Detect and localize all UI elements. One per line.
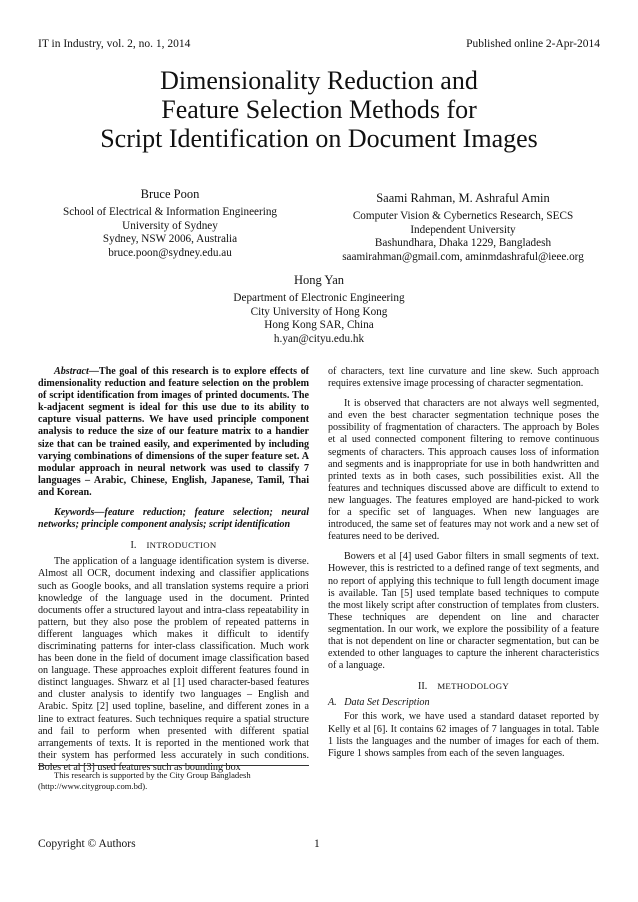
keywords [38, 507, 309, 531]
copyright: Copyright © Authors [38, 838, 136, 850]
section-number: II. [417, 681, 428, 693]
author-affiliation: Sydney, NSW 2006, Australia [102, 233, 238, 245]
footnote [38, 770, 309, 792]
section-heading-methodology [328, 680, 599, 693]
keywords-text: —feature reduction; feature selection; neural networks; principle component analysis; script identification [38, 507, 309, 531]
footnote-line: This research is supported by the City Group Bangladesh [54, 770, 251, 780]
paragraph: It is observed that characters are not always well segmented, and even the best character segmentation technique poses the possibility of fragmentation of characters. The approach by Boles et al used connected component filtering to remove continuous segments of characters. This approach causes loss of information and segments and is inappropriate for use in both handwritten and printed texts as in both cases, such possibilities exist. All the features and techniques discussed above are difficult to extend to new languages. The features employed are hand-picked to work for a specific set of languages. When new languages are introduced, the same set of features may not work and a new set of features need to be derived. [328, 398, 599, 543]
author-email: bruce.poon@sydney.edu.au [108, 246, 232, 259]
section-title: INTRODUCTION [146, 540, 217, 551]
author-affiliation: Hong Kong SAR, China [264, 319, 374, 331]
author-block-1 [40, 186, 300, 260]
paragraph: of characters, text line curvature and line skew. Such approach requires extensive image processing of character segmentation. [328, 366, 599, 390]
right-column [328, 366, 599, 760]
section-number: I. [130, 540, 137, 552]
left-column [38, 366, 309, 774]
paper-title [0, 66, 638, 153]
journal-header: IT in Industry, vol. 2, no. 1, 2014 [38, 38, 191, 50]
author-name: Hong Yan [293, 273, 344, 287]
footnote-rule [38, 765, 309, 766]
author-name: Bruce Poon [140, 187, 200, 201]
author-affiliation: Independent University [410, 223, 516, 236]
keywords-label: Keywords [54, 507, 95, 519]
page-number: 1 [314, 838, 320, 850]
author-email: h.yan@cityu.edu.hk [273, 332, 365, 345]
author-block-2 [318, 190, 608, 264]
abstract [38, 366, 309, 499]
published-date: Published online 2-Apr-2014 [466, 38, 600, 50]
title-line: Script Identification on Document Images [100, 124, 538, 153]
footnote-line: (http://www.citygroup.com.bd). [38, 781, 148, 791]
abstract-label: Abstract [54, 366, 89, 377]
author-affiliation: School of Electrical & Information Engineering [62, 206, 278, 218]
section-heading-introduction [38, 539, 309, 552]
paragraph: The application of a language identification system is diverse. Almost all OCR, document indexing and classifier applications such as Google books, and all translation systems require a priori knowledge of the language used in the document. Printed documents offer a structured layout and intra-class repeatability in pattern, but they also pose the problem of repeated patterns in different languages which makes it difficult to identify discriminating patterns for inter-class classification. Much work has been done in the field of document image classification based on language. These approaches exploit different features found in distinct languages. Shwarz et al [1] used character-based features and cluster analysis to identify two languages – English and Arabic. Spitz [2] used topline, baseline, and different zones in a line to extract features. Such techniques require a spatial structure and fail to perform when presented with different spatial arrangements of texts. It is reported in the mentioned work that their system has performed less accurately in such conditions. Boles et al [3] used features such as bounding box [38, 556, 309, 773]
author-affiliation: Bashundhara, Dhaka 1229, Bangladesh [374, 237, 552, 249]
author-name: Saami Rahman, M. Ashraful Amin [376, 191, 550, 205]
paragraph: Bowers et al [4] used Gabor filters in small segments of text. However, this is restricted to a defined range of text segments, and no report of applying this technique to full length document image is available. Tan [5] used template based techniques to compute the most likely script after construction of templates from clusters. These techniques are dependent on line and character segmentation. In our work, we explore the possibility of a feature that is not dependent on line or character segmentation, but can be extended to other languages to capture the inherent characteristics of a language. [328, 551, 599, 672]
author-block-3 [169, 272, 469, 346]
title-line: Feature Selection Methods for [161, 95, 477, 124]
author-affiliation: University of Sydney [122, 219, 218, 232]
section-title: METHODOLOGY [437, 681, 510, 692]
subsection-heading: A. Data Set Description [328, 697, 430, 709]
author-email: saamirahman@gmail.com, aminmdashraful@ieee.org [342, 250, 584, 263]
author-affiliation: Computer Vision & Cybernetics Research, SECS [352, 210, 574, 222]
author-affiliation: City University of Hong Kong [250, 305, 388, 318]
author-affiliation: Department of Electronic Engineering [233, 292, 405, 304]
title-line: Dimensionality Reduction and [160, 66, 478, 95]
paragraph: For this work, we have used a standard dataset reported by Kelly et al [6]. It contains 62 images of 7 languages in total. Table 1 lists the languages and the number of images for each of them. Figure 1 shows samples from each of the seven languages. [328, 711, 599, 759]
abstract-text: —The goal of this research is to explore effects of dimensionality reduction and feature selection on the problem of script identification from images of printed documents. The k-adjacent segment is ideal for this use due to its ability to capture visual patterns. We have used principle component analysis to reduce the size of our feature matrix to a handier size that can be trained easily, and experimented by including varying combinations of dimensions of the super feature set. A modular approach in neural network was used to classify 7 languages – Arabic, Chinese, English, Japanese, Tamil, Thai and Korean. [38, 366, 309, 498]
